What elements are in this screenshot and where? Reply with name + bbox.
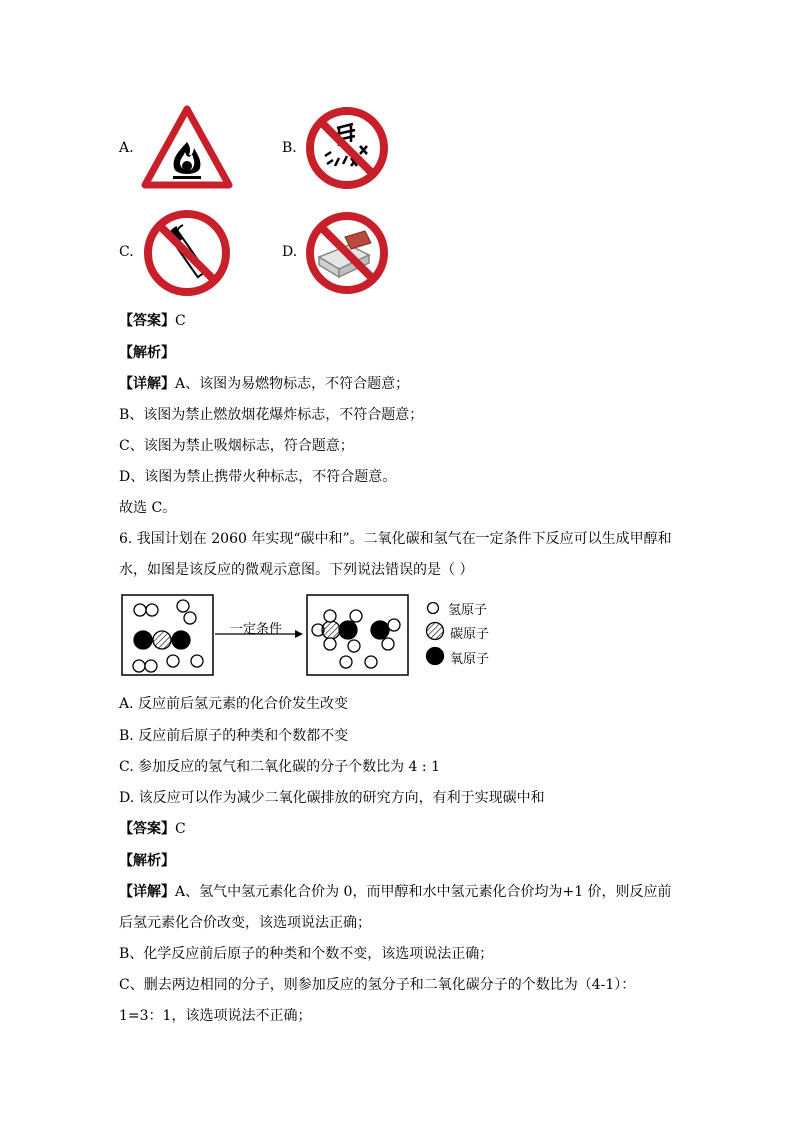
option-label-d: D. xyxy=(282,244,298,260)
conclusion-line: 故选 C。 xyxy=(119,500,177,516)
flammable-warning-sign-icon xyxy=(142,106,232,188)
detail-line-c: C、该图为禁止吸烟标志，符合题意； xyxy=(119,438,354,454)
q6-stem-line-2: 水，如图是该反应的微观示意图。下列说法错误的是（ ） xyxy=(119,562,474,578)
q6-detail-line-a2: 后氢元素化合价改变，该选项说法正确； xyxy=(119,915,371,931)
q6-detail-line-b: B、化学反应前后原子的种类和个数不变，该选项说法正确； xyxy=(119,946,494,962)
no-matches-sign-icon xyxy=(305,211,389,295)
answer-line xyxy=(119,311,186,331)
legend-oxygen-icon xyxy=(425,646,445,666)
legend-hydrogen-label: 氢原子 xyxy=(448,603,488,618)
q6-answer-value: C xyxy=(175,821,186,837)
q6-detail-line-c2: 1=3：1，该选项说法不正确； xyxy=(119,1008,312,1024)
no-smoking-sign-icon xyxy=(143,209,231,297)
q6-detail-line-c1: C、删去两边相同的分子，则参加反应的氢分子和二氧化碳分子的个数比为（4-1）： xyxy=(119,977,636,993)
reaction-diagram xyxy=(118,592,418,682)
legend-oxygen-label: 氧原子 xyxy=(450,652,490,667)
detail-text-a: A、该图为易燃物标志，不符合题意； xyxy=(175,376,410,392)
analysis-label: 【解析】 xyxy=(119,345,175,361)
q6-answer-line xyxy=(119,819,186,839)
answer-label: 【答案】 xyxy=(119,313,175,329)
q6-detail-line-a1 xyxy=(119,882,672,902)
q6-option-a: A. 反应前后氢元素的化合价发生改变 xyxy=(119,696,349,712)
q6-option-c: C. 参加反应的氢气和二氧化碳的分子个数比为 4 : 1 xyxy=(119,759,440,775)
q6-option-d: D. 该反应可以作为减少二氧化碳排放的研究方向，有利于实现碳中和 xyxy=(119,790,545,806)
option-label-b: B. xyxy=(282,140,297,156)
detail-label: 【详解】 xyxy=(119,376,175,392)
option-label-c: C. xyxy=(119,244,134,260)
legend-hydrogen-icon xyxy=(426,601,440,615)
q6-answer-label: 【答案】 xyxy=(119,821,175,837)
no-fireworks-sign-icon xyxy=(305,106,389,190)
q6-option-b: B. 反应前后原子的种类和个数都不变 xyxy=(119,728,349,744)
detail-line-d: D、该图为禁止携带火种标志，不符合题意。 xyxy=(119,469,397,485)
detail-line-a xyxy=(119,374,409,394)
reaction-condition-label: 一定条件 xyxy=(230,622,283,637)
option-label-a: A. xyxy=(119,140,134,156)
q6-detail-label: 【详解】 xyxy=(119,884,175,900)
legend-carbon-label: 碳原子 xyxy=(450,627,490,642)
q6-analysis-label: 【解析】 xyxy=(119,853,175,869)
q6-detail-text-a1: A、氢气中氢元素化合价为 0，而甲醇和水中氢元素化合价均为+1 价，则反应前 xyxy=(175,884,672,900)
detail-line-b: B、该图为禁止燃放烟花爆炸标志，不符合题意； xyxy=(119,407,424,423)
answer-value: C xyxy=(175,313,186,329)
q6-stem-line-1: 6. 我国计划在 2060 年实现“碳中和”。二氧化碳和氢气在一定条件下反应可以生成甲醇和 xyxy=(119,531,672,547)
legend-carbon-icon xyxy=(425,621,445,641)
